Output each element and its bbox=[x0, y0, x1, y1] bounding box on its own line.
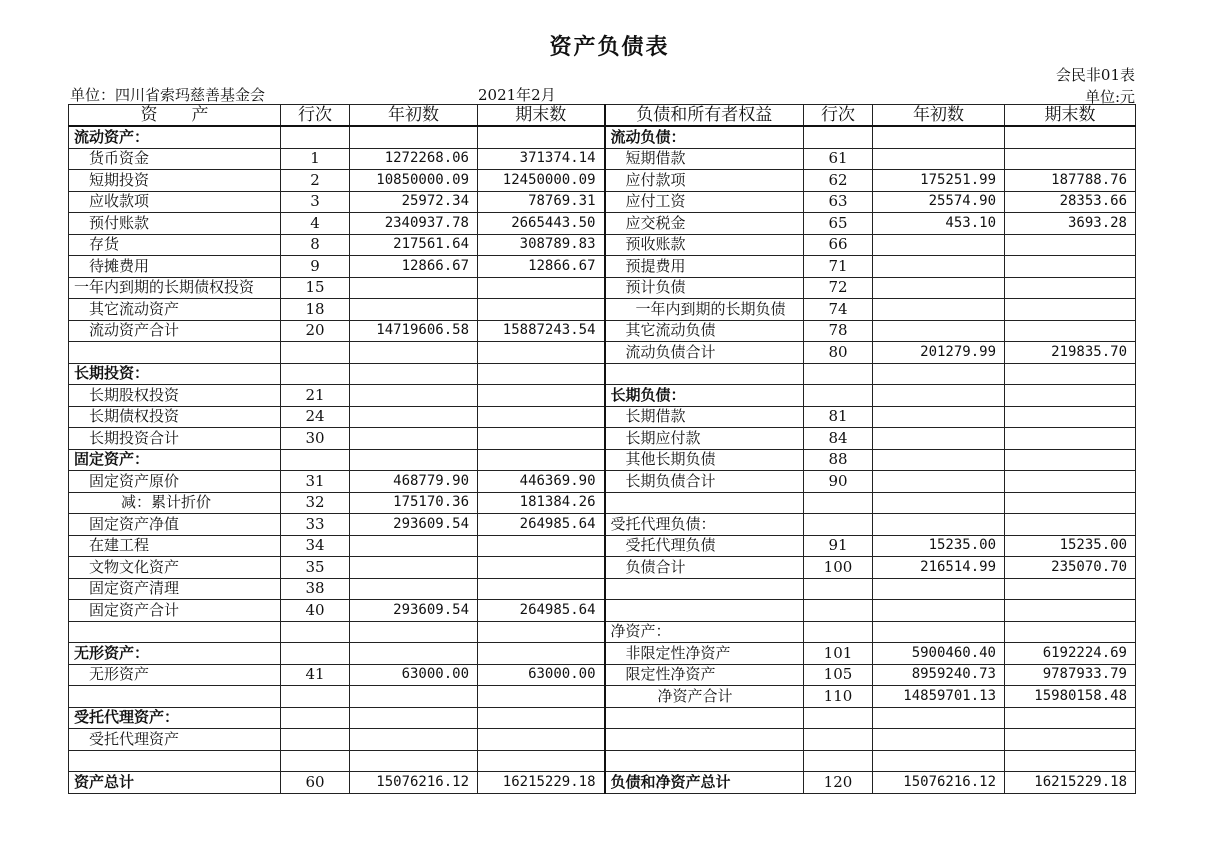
asset-name: 减：累计折价 bbox=[69, 492, 281, 514]
liability-begin-value: 25574.90 bbox=[873, 191, 1005, 213]
asset-end-value: 12866.67 bbox=[478, 256, 605, 278]
liability-end-value bbox=[1005, 492, 1136, 514]
liability-line-no: 80 bbox=[804, 342, 873, 364]
asset-line-no: 33 bbox=[281, 514, 350, 536]
asset-begin-value bbox=[350, 363, 478, 385]
liability-begin-value bbox=[873, 707, 1005, 729]
asset-line-no bbox=[281, 363, 350, 385]
header-end: 期末数 bbox=[478, 105, 605, 127]
liability-line-no: 88 bbox=[804, 449, 873, 471]
liability-name: 非限定性净资产 bbox=[605, 643, 804, 665]
asset-end-value bbox=[478, 621, 605, 643]
asset-begin-value bbox=[350, 385, 478, 407]
asset-begin-value: 468779.90 bbox=[350, 471, 478, 493]
liability-end-value bbox=[1005, 449, 1136, 471]
liability-name bbox=[605, 578, 804, 600]
asset-begin-value bbox=[350, 750, 478, 772]
liability-begin-value bbox=[873, 277, 1005, 299]
asset-line-no: 4 bbox=[281, 213, 350, 235]
liability-name: 应交税金 bbox=[605, 213, 804, 235]
asset-end-value: 264985.64 bbox=[478, 514, 605, 536]
asset-begin-value: 14719606.58 bbox=[350, 320, 478, 342]
asset-line-no bbox=[281, 126, 350, 148]
liability-line-no: 66 bbox=[804, 234, 873, 256]
liability-name: 其它流动负债 bbox=[605, 320, 804, 342]
asset-begin-value: 2340937.78 bbox=[350, 213, 478, 235]
asset-begin-value: 25972.34 bbox=[350, 191, 478, 213]
table-row bbox=[69, 621, 1136, 643]
asset-end-value: 78769.31 bbox=[478, 191, 605, 213]
asset-begin-value bbox=[350, 643, 478, 665]
liability-begin-value bbox=[873, 578, 1005, 600]
table-row bbox=[69, 428, 1136, 450]
asset-end-value bbox=[478, 578, 605, 600]
liability-end-value bbox=[1005, 707, 1136, 729]
liability-line-no bbox=[804, 126, 873, 148]
asset-end-value bbox=[478, 729, 605, 751]
liability-end-value: 15235.00 bbox=[1005, 535, 1136, 557]
table-row bbox=[69, 126, 1136, 148]
asset-line-no: 30 bbox=[281, 428, 350, 450]
asset-name: 无形资产： bbox=[69, 643, 281, 665]
report-period: 2021年2月 bbox=[478, 86, 556, 104]
asset-line-no: 3 bbox=[281, 191, 350, 213]
asset-line-no: 34 bbox=[281, 535, 350, 557]
liability-line-no bbox=[804, 707, 873, 729]
asset-line-no bbox=[281, 643, 350, 665]
asset-name: 固定资产净值 bbox=[69, 514, 281, 536]
asset-name: 固定资产清理 bbox=[69, 578, 281, 600]
liability-name: 预计负债 bbox=[605, 277, 804, 299]
asset-line-no: 18 bbox=[281, 299, 350, 321]
report-title: 资产负债表 bbox=[549, 34, 670, 60]
asset-end-value: 308789.83 bbox=[478, 234, 605, 256]
table-row bbox=[69, 750, 1136, 772]
table-row bbox=[69, 707, 1136, 729]
liability-begin-value: 201279.99 bbox=[873, 342, 1005, 364]
liability-line-no: 78 bbox=[804, 320, 873, 342]
liability-begin-value bbox=[873, 320, 1005, 342]
liability-end-value: 16215229.18 bbox=[1005, 772, 1136, 794]
table-row bbox=[69, 492, 1136, 514]
liability-begin-value bbox=[873, 492, 1005, 514]
asset-begin-value: 63000.00 bbox=[350, 664, 478, 686]
header-line-no-2: 行次 bbox=[804, 105, 873, 127]
asset-begin-value bbox=[350, 299, 478, 321]
liability-line-no: 81 bbox=[804, 406, 873, 428]
liability-end-value bbox=[1005, 406, 1136, 428]
header-liabilities: 负债和所有者权益 bbox=[605, 105, 804, 127]
liability-end-value: 9787933.79 bbox=[1005, 664, 1136, 686]
asset-name bbox=[69, 342, 281, 364]
asset-end-value bbox=[478, 557, 605, 579]
asset-name: 资产总计 bbox=[69, 772, 281, 794]
liability-begin-value bbox=[873, 729, 1005, 751]
liability-begin-value bbox=[873, 750, 1005, 772]
asset-name: 流动资产合计 bbox=[69, 320, 281, 342]
table-row bbox=[69, 191, 1136, 213]
asset-end-value bbox=[478, 342, 605, 364]
asset-begin-value bbox=[350, 342, 478, 364]
table-row bbox=[69, 535, 1136, 557]
header-row bbox=[69, 105, 1136, 127]
liability-end-value bbox=[1005, 234, 1136, 256]
liability-begin-value bbox=[873, 126, 1005, 148]
asset-begin-value bbox=[350, 406, 478, 428]
liability-end-value bbox=[1005, 471, 1136, 493]
liability-line-no bbox=[804, 514, 873, 536]
asset-end-value: 264985.64 bbox=[478, 600, 605, 622]
asset-end-value: 15887243.54 bbox=[478, 320, 605, 342]
asset-name: 其它流动资产 bbox=[69, 299, 281, 321]
asset-end-value: 63000.00 bbox=[478, 664, 605, 686]
liability-begin-value: 14859701.13 bbox=[873, 686, 1005, 708]
asset-line-no bbox=[281, 449, 350, 471]
liability-line-no: 100 bbox=[804, 557, 873, 579]
asset-begin-value bbox=[350, 578, 478, 600]
liability-name: 长期借款 bbox=[605, 406, 804, 428]
asset-begin-value: 1272268.06 bbox=[350, 148, 478, 170]
asset-end-value: 2665443.50 bbox=[478, 213, 605, 235]
table-row bbox=[69, 256, 1136, 278]
liability-name bbox=[605, 363, 804, 385]
liability-begin-value bbox=[873, 406, 1005, 428]
asset-end-value bbox=[478, 686, 605, 708]
asset-begin-value: 12866.67 bbox=[350, 256, 478, 278]
asset-begin-value bbox=[350, 277, 478, 299]
asset-end-value bbox=[478, 535, 605, 557]
liability-begin-value: 216514.99 bbox=[873, 557, 1005, 579]
liability-line-no bbox=[804, 729, 873, 751]
liability-name: 限定性净资产 bbox=[605, 664, 804, 686]
table-row bbox=[69, 471, 1136, 493]
table-row bbox=[69, 664, 1136, 686]
liability-begin-value bbox=[873, 621, 1005, 643]
asset-name: 流动资产： bbox=[69, 126, 281, 148]
liability-line-no: 101 bbox=[804, 643, 873, 665]
reporting-unit: 单位：四川省索玛慈善基金会 bbox=[70, 86, 266, 104]
liability-name bbox=[605, 600, 804, 622]
liability-name bbox=[605, 707, 804, 729]
table-row bbox=[69, 514, 1136, 536]
liability-name: 流动负债合计 bbox=[605, 342, 804, 364]
asset-line-no: 1 bbox=[281, 148, 350, 170]
liability-begin-value bbox=[873, 428, 1005, 450]
asset-end-value bbox=[478, 707, 605, 729]
table-body bbox=[69, 126, 1136, 793]
liability-name: 负债和净资产总计 bbox=[605, 772, 804, 794]
table-row bbox=[69, 686, 1136, 708]
liability-line-no: 84 bbox=[804, 428, 873, 450]
header-end-2: 期末数 bbox=[1005, 105, 1136, 127]
asset-name: 长期股权投资 bbox=[69, 385, 281, 407]
asset-end-value bbox=[478, 643, 605, 665]
asset-name: 短期投资 bbox=[69, 170, 281, 192]
asset-name: 固定资产： bbox=[69, 449, 281, 471]
liability-line-no: 71 bbox=[804, 256, 873, 278]
table-row bbox=[69, 406, 1136, 428]
asset-line-no bbox=[281, 342, 350, 364]
liability-begin-value: 15235.00 bbox=[873, 535, 1005, 557]
asset-begin-value: 293609.54 bbox=[350, 600, 478, 622]
header-begin-2: 年初数 bbox=[873, 105, 1005, 127]
liability-end-value: 3693.28 bbox=[1005, 213, 1136, 235]
liability-name: 净资产合计 bbox=[605, 686, 804, 708]
asset-begin-value bbox=[350, 126, 478, 148]
asset-begin-value bbox=[350, 621, 478, 643]
asset-name: 长期债权投资 bbox=[69, 406, 281, 428]
liability-begin-value: 453.10 bbox=[873, 213, 1005, 235]
asset-end-value: 12450000.09 bbox=[478, 170, 605, 192]
liability-name: 长期应付款 bbox=[605, 428, 804, 450]
asset-line-no bbox=[281, 729, 350, 751]
liability-name: 应付款项 bbox=[605, 170, 804, 192]
asset-end-value bbox=[478, 449, 605, 471]
liability-end-value bbox=[1005, 514, 1136, 536]
asset-name: 固定资产合计 bbox=[69, 600, 281, 622]
asset-line-no: 60 bbox=[281, 772, 350, 794]
asset-end-value bbox=[478, 277, 605, 299]
liability-line-no: 61 bbox=[804, 148, 873, 170]
asset-line-no: 41 bbox=[281, 664, 350, 686]
balance-sheet-table bbox=[68, 104, 1136, 794]
liability-name: 受托代理负债： bbox=[605, 514, 804, 536]
table-row bbox=[69, 213, 1136, 235]
asset-name bbox=[69, 621, 281, 643]
liability-begin-value bbox=[873, 385, 1005, 407]
asset-name: 货币资金 bbox=[69, 148, 281, 170]
liability-line-no bbox=[804, 750, 873, 772]
liability-line-no: 90 bbox=[804, 471, 873, 493]
liability-name: 应付工资 bbox=[605, 191, 804, 213]
asset-name: 受托代理资产： bbox=[69, 707, 281, 729]
liability-line-no: 120 bbox=[804, 772, 873, 794]
header-asset: 资 产 bbox=[69, 105, 281, 127]
asset-begin-value: 175170.36 bbox=[350, 492, 478, 514]
liability-begin-value: 5900460.40 bbox=[873, 643, 1005, 665]
table-row bbox=[69, 299, 1136, 321]
liability-name: 长期负债合计 bbox=[605, 471, 804, 493]
liability-end-value bbox=[1005, 363, 1136, 385]
asset-begin-value bbox=[350, 707, 478, 729]
liability-name: 其他长期负债 bbox=[605, 449, 804, 471]
asset-begin-value bbox=[350, 535, 478, 557]
asset-end-value bbox=[478, 126, 605, 148]
asset-line-no bbox=[281, 686, 350, 708]
asset-name: 长期投资： bbox=[69, 363, 281, 385]
liability-line-no bbox=[804, 363, 873, 385]
liability-line-no: 91 bbox=[804, 535, 873, 557]
liability-begin-value bbox=[873, 256, 1005, 278]
asset-end-value bbox=[478, 406, 605, 428]
liability-line-no: 110 bbox=[804, 686, 873, 708]
table-row bbox=[69, 363, 1136, 385]
liability-end-value: 28353.66 bbox=[1005, 191, 1136, 213]
liability-begin-value: 8959240.73 bbox=[873, 664, 1005, 686]
table-row bbox=[69, 557, 1136, 579]
liability-name: 流动负债： bbox=[605, 126, 804, 148]
asset-begin-value bbox=[350, 686, 478, 708]
liability-name bbox=[605, 729, 804, 751]
liability-end-value bbox=[1005, 277, 1136, 299]
asset-line-no: 2 bbox=[281, 170, 350, 192]
liability-line-no bbox=[804, 578, 873, 600]
liability-end-value: 6192224.69 bbox=[1005, 643, 1136, 665]
asset-end-value: 181384.26 bbox=[478, 492, 605, 514]
asset-name: 固定资产原价 bbox=[69, 471, 281, 493]
liability-line-no: 65 bbox=[804, 213, 873, 235]
table-row bbox=[69, 320, 1136, 342]
asset-line-no bbox=[281, 707, 350, 729]
table-row bbox=[69, 643, 1136, 665]
asset-line-no: 35 bbox=[281, 557, 350, 579]
asset-name: 无形资产 bbox=[69, 664, 281, 686]
liability-end-value bbox=[1005, 600, 1136, 622]
liability-begin-value bbox=[873, 449, 1005, 471]
asset-line-no bbox=[281, 750, 350, 772]
liability-begin-value: 175251.99 bbox=[873, 170, 1005, 192]
table-row bbox=[69, 578, 1136, 600]
liability-end-value bbox=[1005, 428, 1136, 450]
table-row bbox=[69, 277, 1136, 299]
asset-end-value: 16215229.18 bbox=[478, 772, 605, 794]
table-row bbox=[69, 729, 1136, 751]
header-line-no: 行次 bbox=[281, 105, 350, 127]
liability-end-value bbox=[1005, 385, 1136, 407]
asset-name: 文物文化资产 bbox=[69, 557, 281, 579]
liability-end-value: 15980158.48 bbox=[1005, 686, 1136, 708]
asset-line-no: 31 bbox=[281, 471, 350, 493]
liability-line-no: 105 bbox=[804, 664, 873, 686]
liability-begin-value bbox=[873, 514, 1005, 536]
asset-line-no: 40 bbox=[281, 600, 350, 622]
table-row bbox=[69, 342, 1136, 364]
asset-end-value bbox=[478, 385, 605, 407]
asset-name bbox=[69, 686, 281, 708]
asset-end-value bbox=[478, 363, 605, 385]
asset-name: 预付账款 bbox=[69, 213, 281, 235]
liability-end-value bbox=[1005, 256, 1136, 278]
liability-line-no bbox=[804, 621, 873, 643]
table-row bbox=[69, 148, 1136, 170]
asset-end-value bbox=[478, 428, 605, 450]
table-row bbox=[69, 600, 1136, 622]
liability-line-no: 74 bbox=[804, 299, 873, 321]
liability-end-value: 219835.70 bbox=[1005, 342, 1136, 364]
liability-line-no bbox=[804, 600, 873, 622]
asset-name: 待摊费用 bbox=[69, 256, 281, 278]
liability-begin-value bbox=[873, 363, 1005, 385]
liability-line-no bbox=[804, 492, 873, 514]
table-row bbox=[69, 234, 1136, 256]
liability-name bbox=[605, 492, 804, 514]
form-code: 会民非01表 bbox=[1055, 66, 1135, 84]
asset-line-no: 21 bbox=[281, 385, 350, 407]
liability-end-value bbox=[1005, 320, 1136, 342]
liability-begin-value: 15076216.12 bbox=[873, 772, 1005, 794]
liability-name bbox=[605, 750, 804, 772]
asset-begin-value bbox=[350, 449, 478, 471]
liability-end-value bbox=[1005, 578, 1136, 600]
liability-end-value bbox=[1005, 621, 1136, 643]
liability-name: 负债合计 bbox=[605, 557, 804, 579]
liability-line-no bbox=[804, 385, 873, 407]
liability-end-value: 187788.76 bbox=[1005, 170, 1136, 192]
table-row bbox=[69, 449, 1136, 471]
liability-end-value bbox=[1005, 126, 1136, 148]
asset-name: 一年内到期的长期债权投资 bbox=[69, 277, 281, 299]
asset-line-no: 15 bbox=[281, 277, 350, 299]
liability-name: 净资产： bbox=[605, 621, 804, 643]
liability-begin-value bbox=[873, 471, 1005, 493]
asset-begin-value: 10850000.09 bbox=[350, 170, 478, 192]
asset-begin-value bbox=[350, 557, 478, 579]
asset-begin-value: 293609.54 bbox=[350, 514, 478, 536]
liability-name: 短期借款 bbox=[605, 148, 804, 170]
liability-begin-value bbox=[873, 299, 1005, 321]
asset-name bbox=[69, 750, 281, 772]
liability-name: 预收账款 bbox=[605, 234, 804, 256]
asset-name: 应收款项 bbox=[69, 191, 281, 213]
table-row bbox=[69, 170, 1136, 192]
asset-end-value: 446369.90 bbox=[478, 471, 605, 493]
asset-line-no bbox=[281, 621, 350, 643]
asset-line-no: 20 bbox=[281, 320, 350, 342]
liability-begin-value bbox=[873, 148, 1005, 170]
asset-line-no: 8 bbox=[281, 234, 350, 256]
asset-line-no: 9 bbox=[281, 256, 350, 278]
asset-end-value bbox=[478, 299, 605, 321]
asset-begin-value bbox=[350, 729, 478, 751]
table-row bbox=[69, 772, 1136, 794]
liability-begin-value bbox=[873, 234, 1005, 256]
liability-name: 预提费用 bbox=[605, 256, 804, 278]
asset-begin-value: 15076216.12 bbox=[350, 772, 478, 794]
liability-line-no: 72 bbox=[804, 277, 873, 299]
asset-begin-value bbox=[350, 428, 478, 450]
liability-end-value bbox=[1005, 299, 1136, 321]
asset-name: 存货 bbox=[69, 234, 281, 256]
liability-line-no: 63 bbox=[804, 191, 873, 213]
currency-unit: 单位:元 bbox=[1084, 88, 1135, 106]
asset-line-no: 38 bbox=[281, 578, 350, 600]
asset-name: 在建工程 bbox=[69, 535, 281, 557]
asset-name: 长期投资合计 bbox=[69, 428, 281, 450]
table-row bbox=[69, 385, 1136, 407]
liability-end-value bbox=[1005, 750, 1136, 772]
header-begin: 年初数 bbox=[350, 105, 478, 127]
asset-name: 受托代理资产 bbox=[69, 729, 281, 751]
liability-begin-value bbox=[873, 600, 1005, 622]
liability-end-value bbox=[1005, 148, 1136, 170]
liability-name: 一年内到期的长期负债 bbox=[605, 299, 804, 321]
liability-name: 长期负债： bbox=[605, 385, 804, 407]
liability-end-value: 235070.70 bbox=[1005, 557, 1136, 579]
liability-name: 受托代理负债 bbox=[605, 535, 804, 557]
liability-end-value bbox=[1005, 729, 1136, 751]
asset-line-no: 24 bbox=[281, 406, 350, 428]
asset-end-value bbox=[478, 750, 605, 772]
asset-end-value: 371374.14 bbox=[478, 148, 605, 170]
asset-begin-value: 217561.64 bbox=[350, 234, 478, 256]
asset-line-no: 32 bbox=[281, 492, 350, 514]
liability-line-no: 62 bbox=[804, 170, 873, 192]
